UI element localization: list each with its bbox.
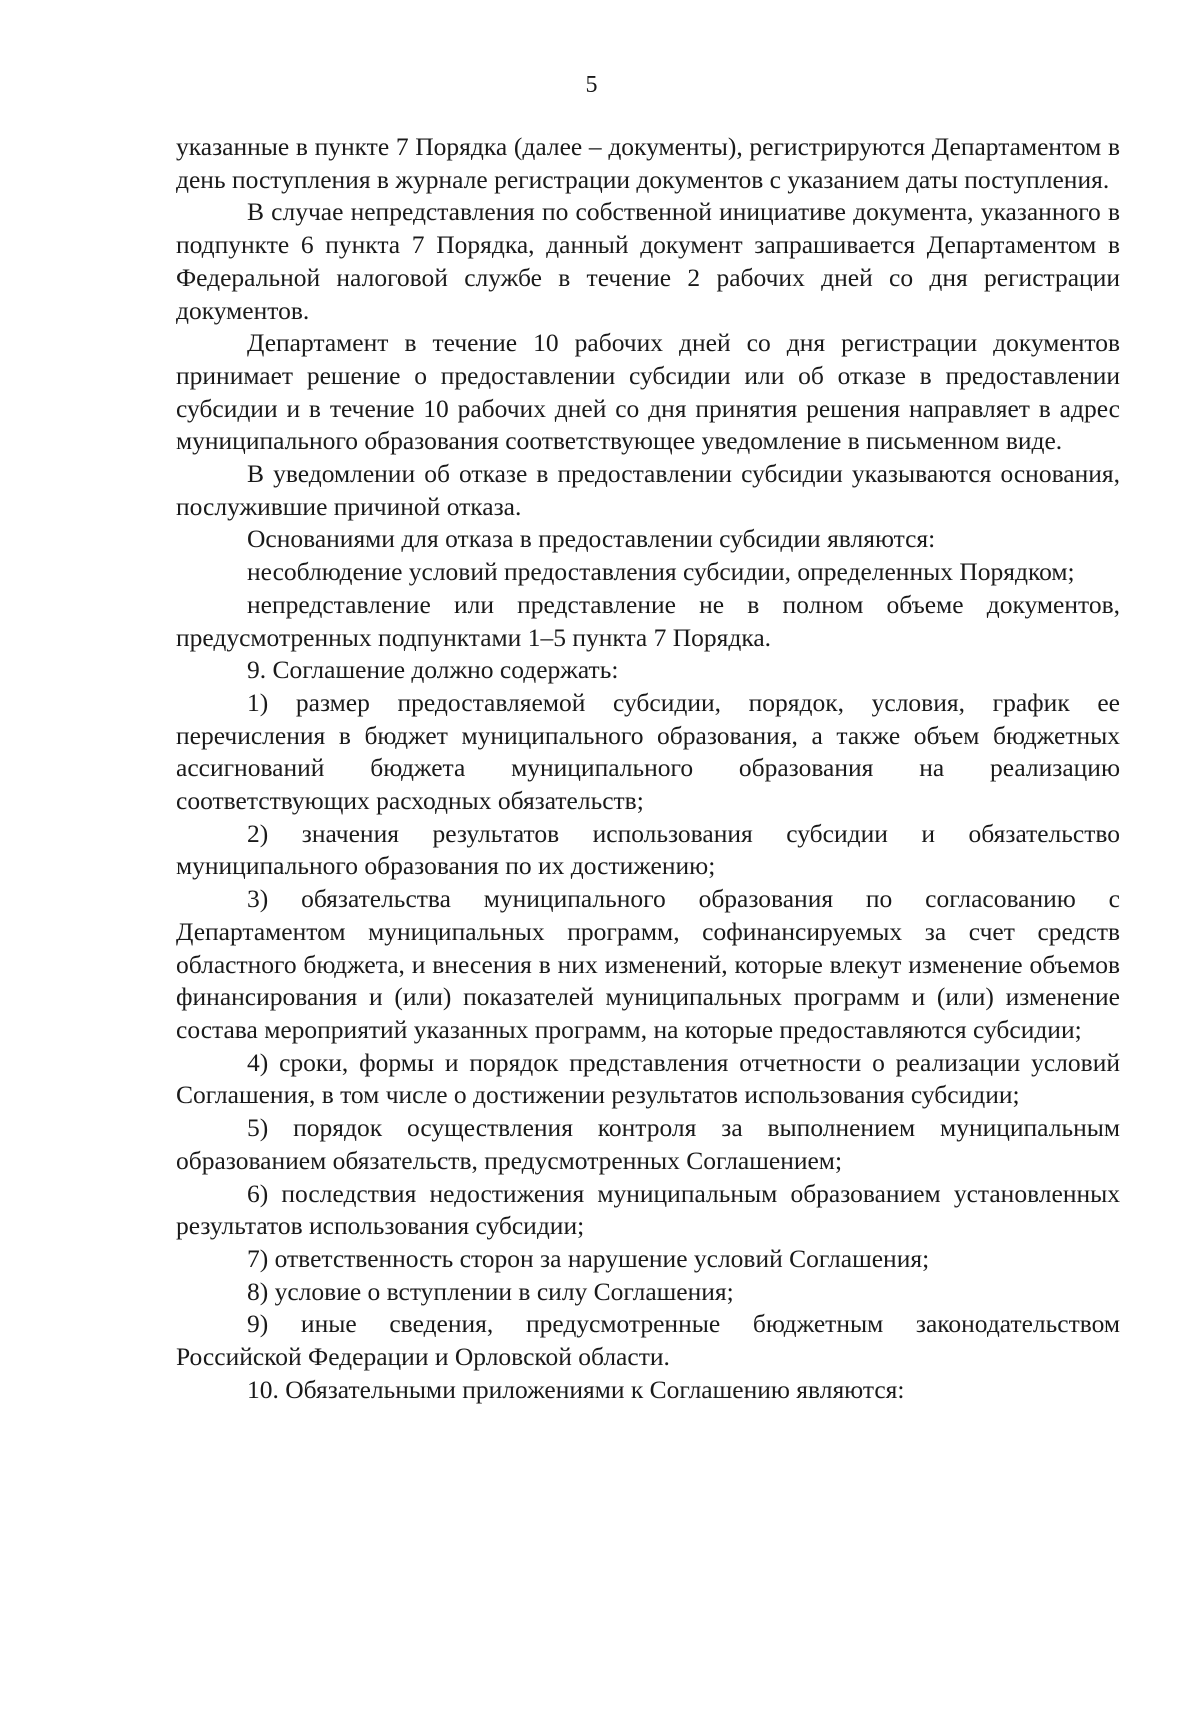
paragraph: 8) условие о вступлении в силу Соглашения; [247,1276,734,1306]
paragraph: 2) значения результатов использования субсидии и обязательство муниципального образования по их достижению; [176,818,1120,881]
page-number: 5 [585,72,598,98]
document-body [176,131,1120,1406]
paragraph: 10. Обязательными приложениями к Соглашению являются: [247,1374,905,1404]
paragraph: 6) последствия недостижения муниципальным образованием установленных результатов использования субсидии; [176,1178,1120,1241]
paragraph: указанные в пункте 7 Порядка (далее – документы), регистрируются Департаментом в день поступления в журнале регистрации документов с указанием даты поступления. [176,132,1120,194]
paragraph: Департамент в течение 10 рабочих дней со дня регистрации документов принимает решение о предоставлении субсидии или об отказе в предоставлении субсидии и в течение 10 рабочих дней со дня принятия решения направляет в адрес муниципального образования соответствующее уведомление в письменном виде. [176,328,1120,456]
paragraph: В случае непредставления по собственной инициативе документа, указанного в подпункте 6 пункта 7 Порядка, данный документ запрашивается Департаментом в Федеральной налоговой службе в течение 2 рабочих дней со дня регистрации документов. [176,197,1120,325]
paragraph: 9. Соглашение должно содержать: [247,655,619,685]
paragraph: 4) сроки, формы и порядок представления отчетности о реализации условий Соглашения, в том числе о достижении результатов использования субсидии; [176,1047,1120,1110]
paragraph: В уведомлении об отказе в предоставлении субсидии указываются основания, послужившие причиной отказа. [176,459,1120,521]
paragraph: 3) обязательства муниципального образования по согласованию с Департаментом муниципальных программ, софинансируемых за счет средств областного бюджета, и внесения в них изменений, которые влекут изменение объемов финансирования и (или) показателей муниципальных программ и (или) изменение состава мероприятий указанных программ, на которые предоставляются субсидии; [176,884,1120,1044]
paragraph: 9) иные сведения, предусмотренные бюджетным законодательством Российской Федерации и Орловской области. [176,1309,1120,1372]
paragraph: 5) порядок осуществления контроля за выполнением муниципальным образованием обязательств, предусмотренных Соглашением; [176,1113,1120,1175]
paragraph: непредставление или представление не в полном объеме документов, предусмотренных подпунктами 1–5 пункта 7 Порядка. [176,589,1120,652]
paragraph: 1) размер предоставляемой субсидии, порядок, условия, график ее перечисления в бюджет муниципального образования, а также объем бюджетных ассигнований бюджета муниципального образования на реализацию соответствующих расходных обязательств; [176,687,1120,816]
paragraph: Основаниями для отказа в предоставлении субсидии являются: [247,524,936,554]
paragraph: 7) ответственность сторон за нарушение условий Соглашения; [247,1243,930,1273]
paragraph: несоблюдение условий предоставления субсидии, определенных Порядком; [247,557,1075,587]
